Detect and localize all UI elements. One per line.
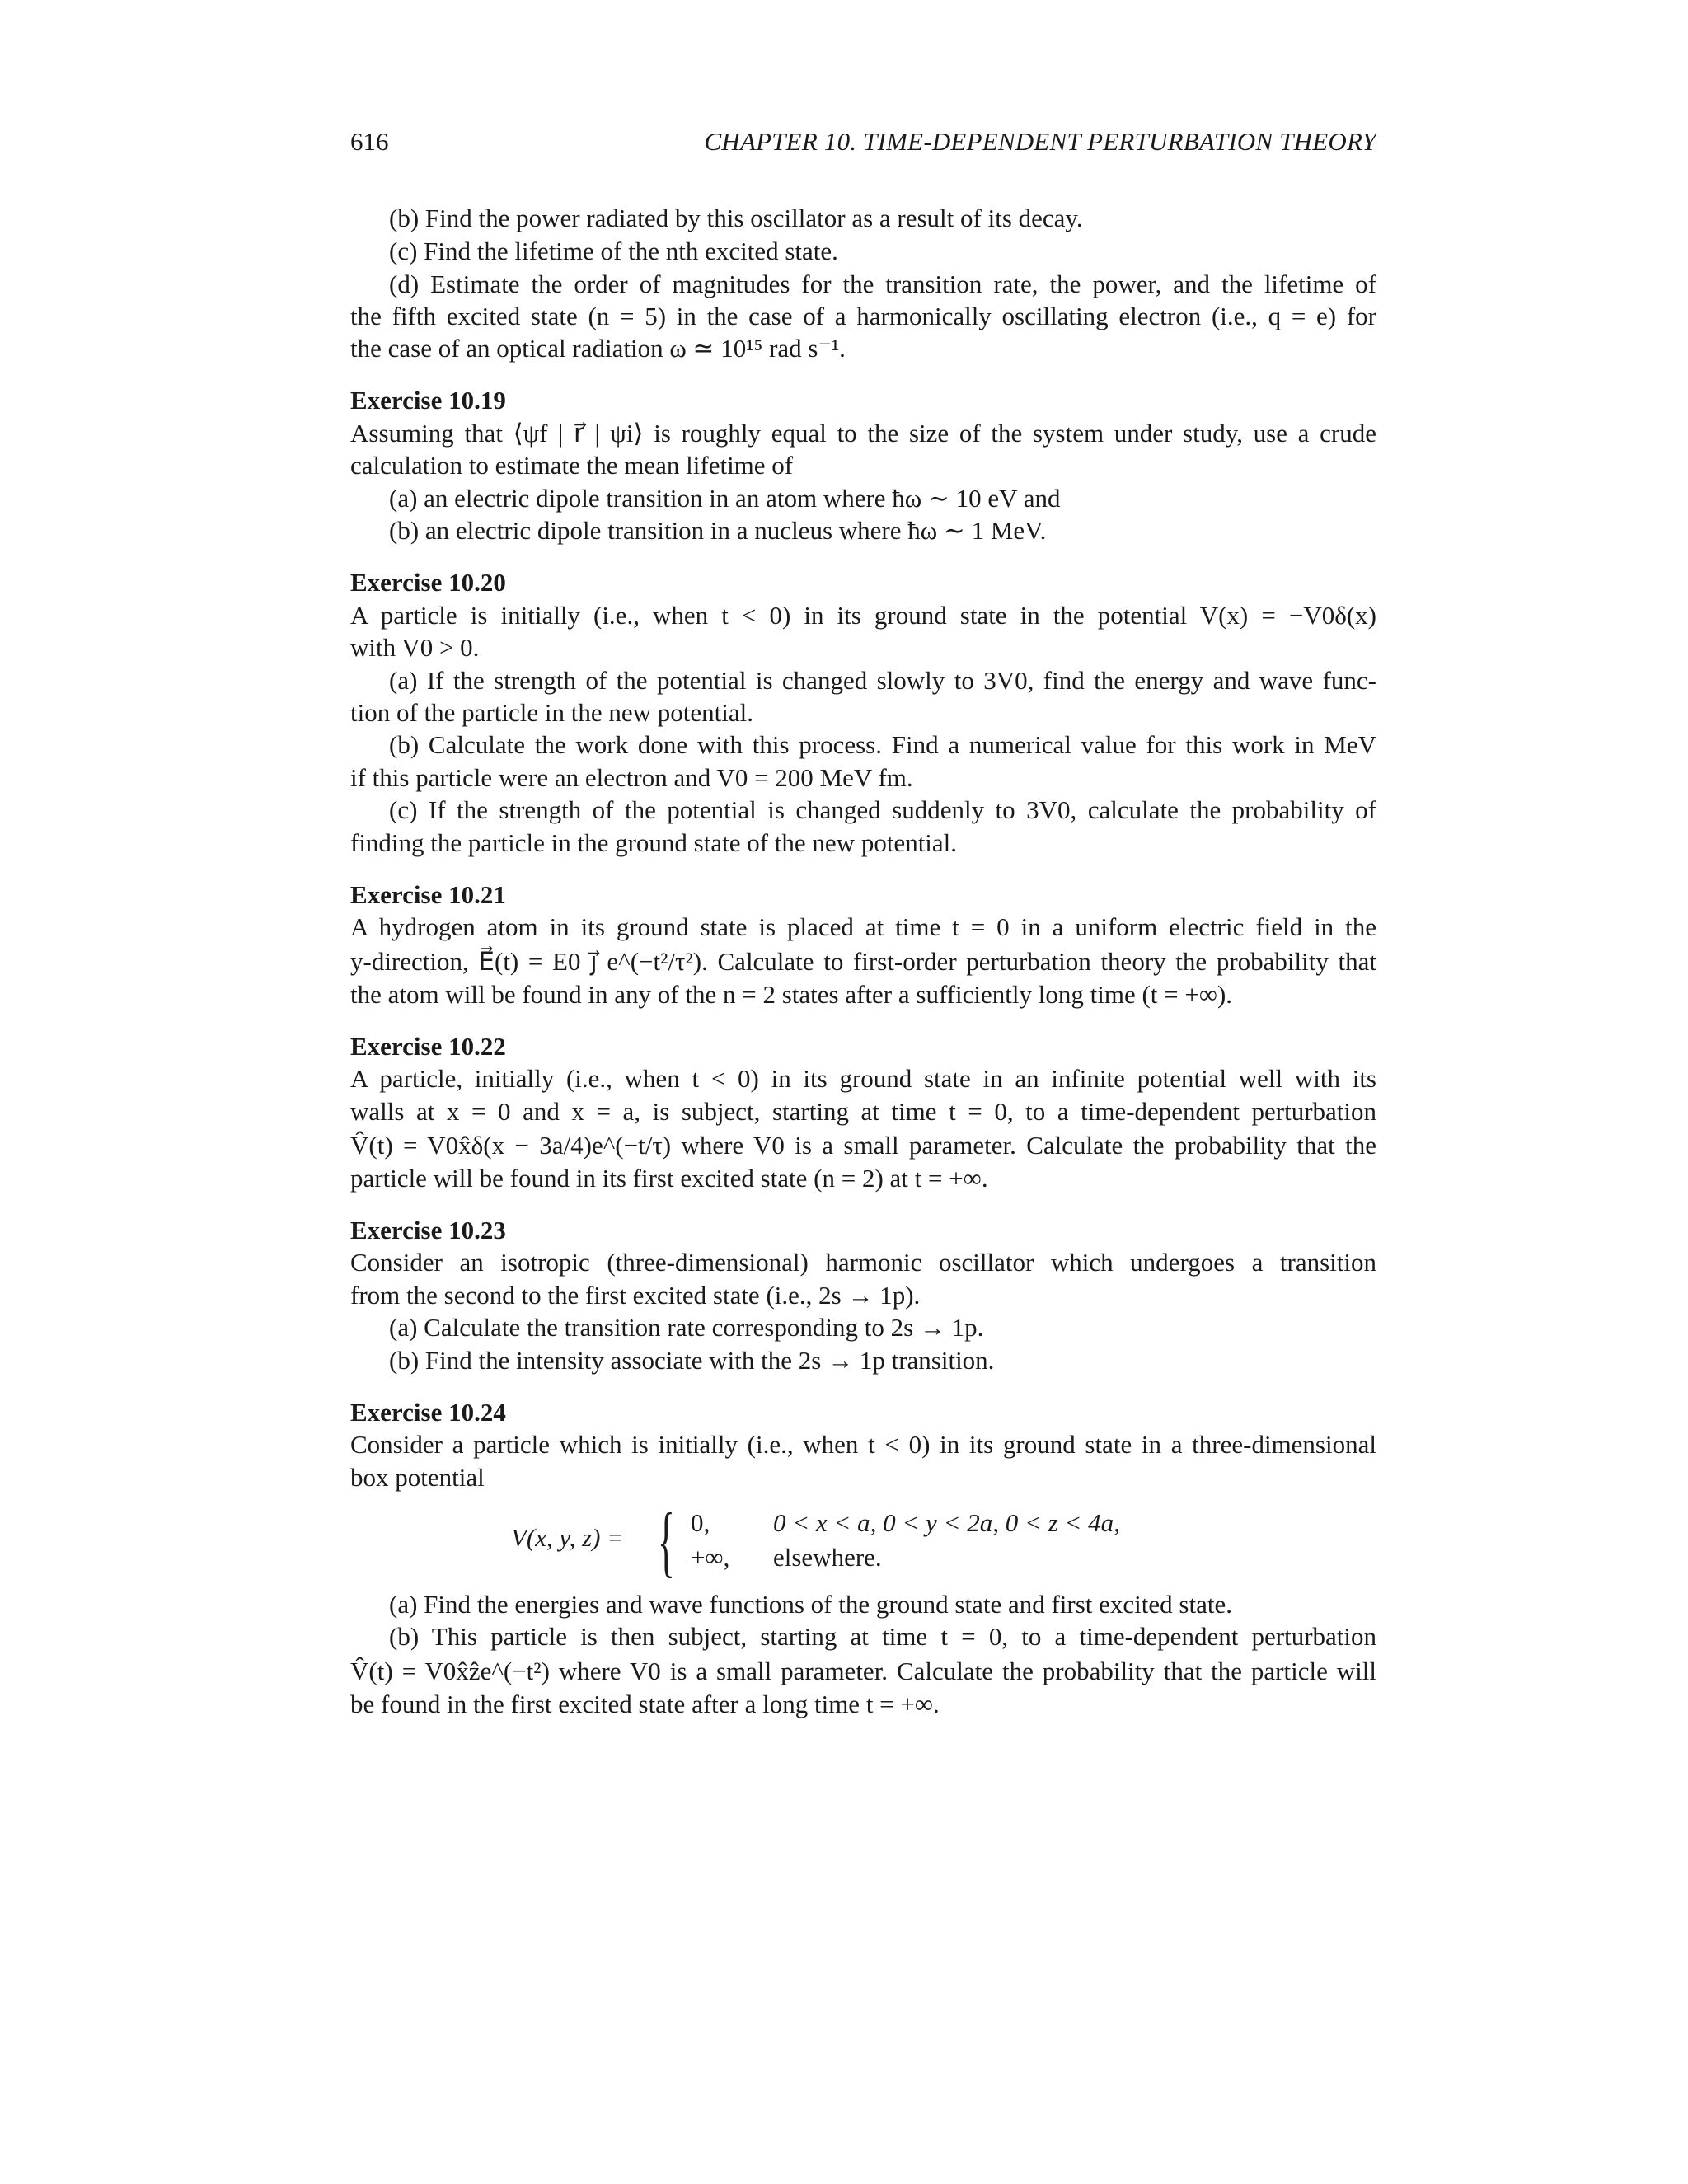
exercise-heading: Exercise 10.19 — [350, 386, 506, 415]
text-line: the atom will be found in any of the n = 2 states after a sufficiently long time (t = +∞). — [350, 980, 1233, 1009]
exercise-heading: Exercise 10.23 — [350, 1216, 506, 1244]
text-line: the case of an optical radiation ω ≃ 10¹⁵ rad s⁻¹. — [350, 334, 846, 363]
display-equation — [511, 1497, 1253, 1585]
exercise-heading: Exercise 10.24 — [350, 1398, 506, 1427]
text-line: Consider an isotropic (three-dimensional) harmonic oscillator which undergoes a transition — [350, 1248, 1376, 1277]
text-line: with V0 > 0. — [350, 633, 480, 662]
text-line: particle will be found in its first excited state (n = 2) at t = +∞. — [350, 1164, 988, 1193]
text-line: (a) Find the energies and wave functions of the ground state and first excited state. — [389, 1590, 1232, 1619]
text-line: tion of the particle in the new potential. — [350, 698, 753, 727]
equation-case-condition: 0 < x < a, 0 < y < 2a, 0 < z < 4a, — [773, 1508, 1120, 1537]
equation-case-condition: elsewhere. — [773, 1543, 882, 1572]
exercise-heading: Exercise 10.22 — [350, 1032, 506, 1061]
text-line: finding the particle in the ground state of the new potential. — [350, 828, 958, 857]
text-line: (b) Find the power radiated by this oscillator as a result of its decay. — [389, 204, 1083, 232]
text-line: (c) Find the lifetime of the nth excited state. — [389, 237, 838, 265]
text-line: (a) If the strength of the potential is changed slowly to 3V0, find the energy and wave func- — [389, 666, 1376, 695]
text-line: (b) Calculate the work done with this process. Find a numerical value for this work in MeV — [389, 730, 1376, 759]
text-line: from the second to the first excited state (i.e., 2s → 1p). — [350, 1281, 921, 1310]
text-line: y-direction, E⃗(t) = E0 j⃗ e^(−t²/τ²). Calculate to first-order perturbation theory the probability that — [350, 947, 1376, 976]
exercise-heading: Exercise 10.21 — [350, 880, 506, 909]
equation-case-value: +∞, — [691, 1543, 730, 1572]
text-line: be found in the first excited state after a long time t = +∞. — [350, 1690, 940, 1718]
text-line: calculation to estimate the mean lifetime of — [350, 451, 794, 480]
text-line: V̂(t) = V0x̂δ(x − 3a/4)e^(−t/τ) where V0 is a small parameter. Calculate the probability that the — [350, 1131, 1376, 1160]
text-line: A hydrogen atom in its ground state is placed at time t = 0 in a uniform electric field in the — [350, 912, 1376, 941]
text-line: A particle is initially (i.e., when t < 0) in its ground state in the potential V(x) = −V0δ(x) — [350, 601, 1376, 630]
text-line: if this particle were an electron and V0 = 200 MeV fm. — [350, 763, 913, 792]
left-brace: { — [658, 1497, 675, 1585]
page-header — [350, 124, 1376, 160]
text-line: A particle, initially (i.e., when t < 0) in its ground state in an infinite potential well with its — [350, 1064, 1376, 1093]
text-line: (b) This particle is then subject, starting at time t = 0, to a time-dependent perturbation — [389, 1622, 1376, 1651]
text-line: (a) an electric dipole transition in an atom where ħω ∼ 10 eV and — [389, 484, 1061, 513]
text-line: (d) Estimate the order of magnitudes for the transition rate, the power, and the lifetime of — [389, 269, 1376, 298]
text-line: (a) Calculate the transition rate corresponding to 2s → 1p. — [389, 1313, 984, 1342]
text-line: (b) an electric dipole transition in a nucleus where ħω ∼ 1 MeV. — [389, 516, 1047, 545]
exercise-heading: Exercise 10.20 — [350, 568, 506, 597]
text-line: walls at x = 0 and x = a, is subject, starting at time t = 0, to a time-dependent perturbation — [350, 1097, 1376, 1126]
equation-case-value: 0, — [691, 1508, 710, 1537]
text-line: (b) Find the intensity associate with the 2s → 1p transition. — [389, 1346, 995, 1375]
running-head: CHAPTER 10. TIME-DEPENDENT PERTURBATION THEORY — [704, 127, 1376, 156]
text-line: (c) If the strength of the potential is changed suddenly to 3V0, calculate the probability of — [389, 795, 1376, 824]
page-number: 616 — [350, 127, 389, 156]
text-line: the fifth excited state (n = 5) in the case of a harmonically oscillating electron (i.e., q = e) for — [350, 302, 1376, 330]
text-line: box potential — [350, 1463, 485, 1492]
text-line: V̂(t) = V0x̂ẑe^(−t²) where V0 is a small parameter. Calculate the probability that the particle will — [350, 1657, 1376, 1685]
text-line: Consider a particle which is initially (i.e., when t < 0) in its ground state in a three-dimensional — [350, 1430, 1376, 1459]
equation-lhs: V(x, y, z) = — [511, 1523, 625, 1552]
text-line: Assuming that ⟨ψf | r⃗ | ψi⟩ is roughly equal to the size of the system under study, use a crude — [350, 419, 1376, 448]
